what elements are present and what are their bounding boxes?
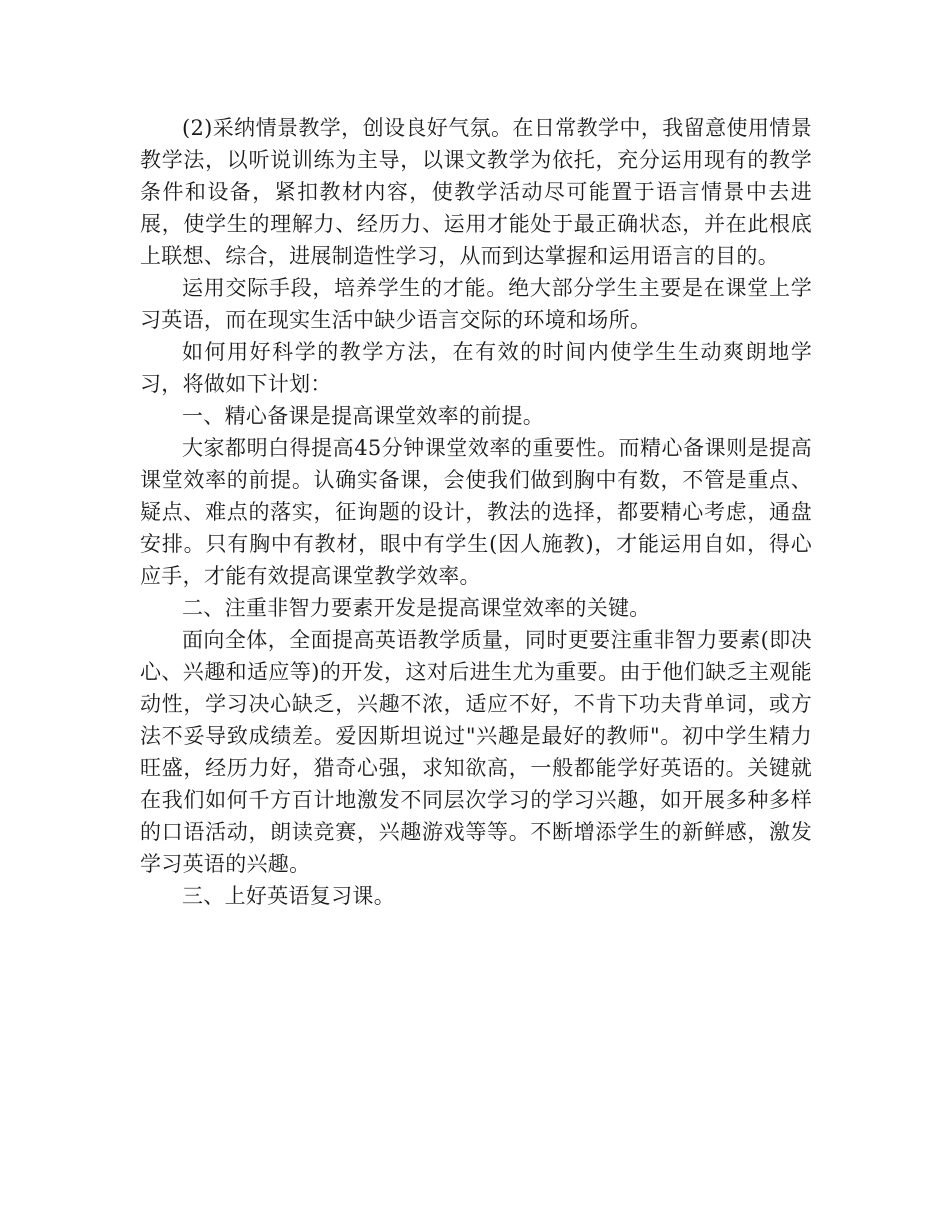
- section-heading: 二、注重非智力要素开发是提高课堂效率的关键。: [182, 596, 651, 620]
- section-heading: 三、上好英语复习课。: [182, 884, 395, 908]
- paragraph: 大家都明白得提高45分钟课堂效率的重要性。而精心备课则是提高课堂效率的前提。认确实备课，会使我们做到胸中有数，不管是重点、疑点、难点的落实，征询题的设计，教法的选择，都要精心考虑，通盘安排。只有胸中有教材，眼中有学生(因人施教)，才能运用自如，得心应手，才能有效提高课堂教学效率。: [140, 436, 812, 588]
- document-body: [140, 112, 812, 912]
- paragraph: 如何用好科学的教学方法，在有效的时间内使学生生动爽朗地学习，将做如下计划：: [140, 340, 812, 396]
- paragraph: 运用交际手段，培养学生的才能。绝大部分学生主要是在课堂上学习英语，而在现实生活中缺少语言交际的环境和场所。: [140, 276, 812, 332]
- paragraph: (2)采纳情景教学，创设良好气氛。在日常教学中，我留意使用情景教学法，以听说训练为主导，以课文教学为依托，充分运用现有的教学条件和设备，紧扣教材内容，使教学活动尽可能置于语言情景中去进展，使学生的理解力、经历力、运用才能处于最正确状态，并在此根底上联想、综合，进展制造性学习，从而到达掌握和运用语言的目的。: [140, 116, 812, 268]
- paragraph: 面向全体，全面提高英语教学质量，同时更要注重非智力要素(即决心、兴趣和适应等)的开发，这对后进生尤为重要。由于他们缺乏主观能动性，学习决心缺乏，兴趣不浓，适应不好，不肯下功夫背单词，或方法不妥导致成绩差。爱因斯坦说过"兴趣是最好的教师"。初中学生精力旺盛，经历力好，猎奇心强，求知欲高，一般都能学好英语的。关键就在我们如何千方百计地激发不同层次学习的学习兴趣，如开展多种多样的口语活动，朗读竞赛，兴趣游戏等等。不断增添学生的新鲜感，激发学习英语的兴趣。: [140, 628, 812, 876]
- section-heading: 一、精心备课是提高课堂效率的前提。: [182, 404, 545, 428]
